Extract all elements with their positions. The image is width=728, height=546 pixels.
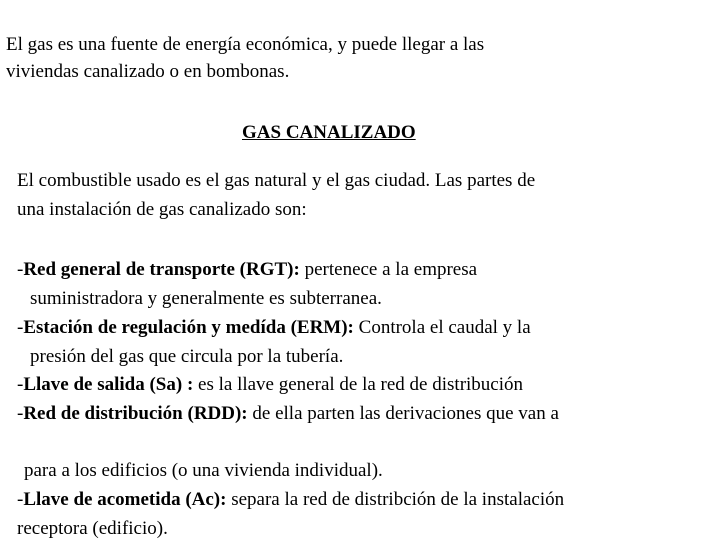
intro-line-1: El gas es una fuente de energía económica, y puede llegar a las xyxy=(6,34,485,55)
desc-ac: separa la red de distribción de la instalación xyxy=(226,489,565,510)
paragraph-line-2: una instalación de gas canalizado son: xyxy=(17,199,307,220)
term-rdd: Red de distribución (RDD): xyxy=(23,403,248,424)
desc-erm: Controla el caudal y la xyxy=(353,317,531,338)
section-title: GAS CANALIZADO xyxy=(242,122,416,143)
term-rgt: Red general de transporte (RGT): xyxy=(23,259,300,280)
list-item-rdd-continuation: para a los edificios (o una vivienda individual). xyxy=(24,460,383,481)
list-item-ac-continuation: receptora (edificio). xyxy=(17,518,168,539)
term-ac: Llave de acometida (Ac): xyxy=(23,489,227,510)
desc-rdd: de ella parten las derivaciones que van a xyxy=(247,403,559,424)
list-dash: - xyxy=(17,403,24,424)
list-item-sa xyxy=(17,374,523,396)
list-item-rgt-continuation: suministradora y generalmente es subterranea. xyxy=(30,288,382,309)
term-sa: Llave de salida (Sa) : xyxy=(23,374,194,395)
list-item-erm-continuation: presión del gas que circula por la tubería. xyxy=(30,346,344,367)
list-dash: - xyxy=(17,317,24,338)
desc-rgt: pertenece a la empresa xyxy=(299,259,478,280)
intro-line-2: viviendas canalizado o en bombonas. xyxy=(6,61,290,82)
list-dash: - xyxy=(17,259,24,280)
list-item-erm xyxy=(17,317,531,339)
list-item-rdd xyxy=(17,403,559,425)
list-item-ac xyxy=(17,489,564,511)
list-item-rgt xyxy=(17,259,477,281)
list-dash: - xyxy=(17,489,24,510)
list-dash: - xyxy=(17,374,24,395)
desc-sa: es la llave general de la red de distribución xyxy=(193,374,524,395)
term-erm: Estación de regulación y medída (ERM): xyxy=(23,317,354,338)
paragraph-line-1: El combustible usado es el gas natural y el gas ciudad. Las partes de xyxy=(17,170,536,191)
